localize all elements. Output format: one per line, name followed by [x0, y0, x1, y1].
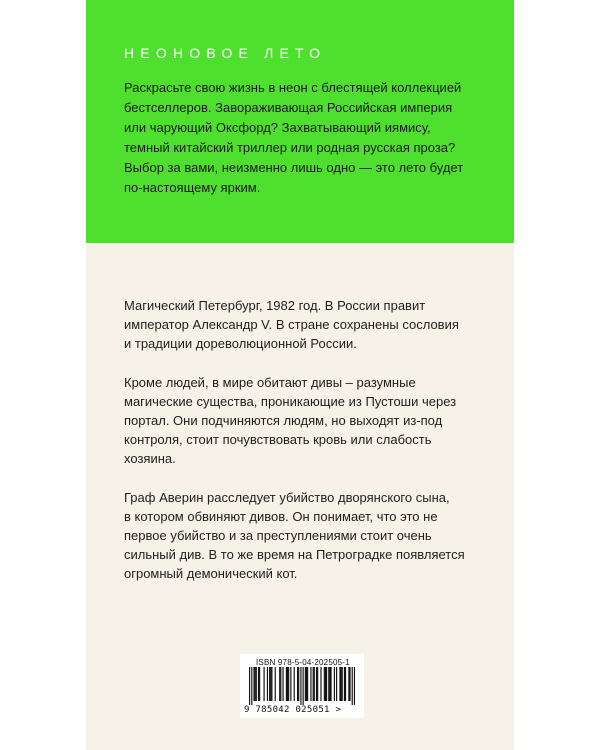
- barcode-bar: [267, 667, 268, 701]
- barcode-bar: [330, 667, 331, 701]
- annotation-paragraph: [124, 488, 492, 583]
- barcode-bar: [328, 667, 329, 701]
- ean-left-group: 785042: [255, 705, 290, 715]
- promo-text: [124, 78, 492, 198]
- series-title: НЕОНОВОЕ ЛЕТО: [124, 45, 327, 61]
- barcode-bar: [275, 667, 276, 701]
- barcode-bar: [349, 667, 350, 701]
- promo-line: Выбор за вами, неизменно лишь одно — это лето будет: [124, 160, 464, 175]
- barcode-bar: [298, 667, 299, 701]
- ean-digits: [244, 705, 360, 715]
- barcode-panel: [240, 654, 364, 718]
- barcode-bar: [258, 667, 259, 701]
- barcode-bar: [310, 667, 311, 701]
- annotation-line: первое убийство и за преступлениями стоит очень: [124, 528, 432, 543]
- barcode-bar: [251, 667, 252, 705]
- annotation-line: Магический Петербург, 1982 год. В России правит: [124, 298, 426, 313]
- barcode-bar: [290, 667, 291, 701]
- barcode-bar: [336, 667, 337, 701]
- annotation-paragraph: [124, 296, 492, 353]
- barcode-bar: [305, 667, 306, 701]
- barcode-bar: [345, 667, 346, 701]
- promo-line: темный китайский триллер или родная русская проза?: [124, 140, 456, 155]
- barcode-bar: [354, 667, 355, 705]
- barcode-bar: [334, 667, 335, 701]
- barcode-bar: [253, 667, 254, 701]
- barcode-bar: [324, 667, 325, 701]
- barcode-bar: [326, 667, 327, 701]
- barcode-bar: [271, 667, 272, 701]
- barcode-bar: [340, 667, 341, 701]
- annotation-line: сильный див. В то же время на Петроградке появляется: [124, 547, 465, 562]
- barcode-bar: [316, 667, 317, 701]
- annotation-line: хозяина.: [124, 451, 176, 466]
- annotation-line: и традиции дореволюционной России.: [124, 336, 357, 351]
- promo-line: или чарующий Оксфорд? Захватывающий иямису,: [124, 120, 431, 135]
- annotation-line: огромный демонический кот.: [124, 566, 298, 581]
- back-cover: [86, 0, 514, 750]
- annotation-paragraph: [124, 373, 492, 468]
- barcode-bar: [313, 667, 314, 701]
- barcode-bar: [342, 667, 343, 701]
- annotation-line: контроля, стоит почувствовать кровь или слабость: [124, 432, 432, 447]
- barcode-bar: [306, 667, 307, 701]
- barcode-bar: [259, 667, 260, 701]
- isbn-label: ISBN 978-5-04-202505-1: [256, 658, 350, 667]
- promo-line: по-настоящему ярким.: [124, 180, 261, 195]
- barcode-bar: [287, 667, 288, 701]
- barcode-bar: [269, 667, 270, 701]
- annotation-line: портал. Они подчиняются людям, но выходят из-под: [124, 413, 443, 428]
- barcode-bar: [279, 667, 280, 701]
- annotation-line: Кроме людей, в мире обитают дивы – разумные: [124, 375, 416, 390]
- book-annotation: [124, 296, 492, 603]
- ean-quiet-zone-marker: >: [335, 705, 342, 715]
- ean-first-digit: 9: [244, 705, 250, 715]
- barcode-bar: [288, 667, 289, 701]
- barcode-bar: [282, 667, 283, 701]
- barcode-bar: [280, 667, 281, 701]
- barcode-bar: [286, 667, 287, 701]
- barcode-bar: [264, 667, 265, 701]
- barcode-bar: [249, 667, 250, 705]
- barcode-bar: [297, 667, 298, 701]
- barcode-bar: [352, 667, 353, 705]
- promo-panel: [86, 0, 514, 243]
- barcode-bar: [325, 667, 326, 701]
- annotation-line: император Александр V. В стране сохранены сословия: [124, 317, 459, 332]
- barcode-bar: [256, 667, 257, 701]
- annotation-line: в котором обвиняют дивов. Он понимает, что это не: [124, 509, 438, 524]
- barcode-bar: [339, 667, 340, 701]
- ean-right-group: 025051: [295, 705, 330, 715]
- barcode-bar: [303, 667, 304, 705]
- promo-line: Раскрасьте свою жизнь в неон с блестящей коллекцией: [124, 80, 462, 95]
- barcode-bar: [344, 667, 345, 701]
- promo-line: бестселлеров. Завораживающая Российская империя: [124, 100, 453, 115]
- barcode-bar: [307, 667, 308, 701]
- barcode-bar: [314, 667, 315, 701]
- barcode-bar: [317, 667, 318, 701]
- barcode-bars: [249, 667, 355, 705]
- barcode-bar: [320, 667, 321, 701]
- barcode-bar: [300, 667, 301, 705]
- barcode-bar: [270, 667, 271, 701]
- barcode-bar: [348, 667, 349, 701]
- annotation-line: Граф Аверин расследует убийство дворянского сына,: [124, 490, 450, 505]
- barcode-bar: [294, 667, 295, 701]
- barcode-bar: [255, 667, 256, 701]
- barcode-bar: [329, 667, 330, 701]
- annotation-line: магические существа, проникающие из Пустоши через: [124, 394, 457, 409]
